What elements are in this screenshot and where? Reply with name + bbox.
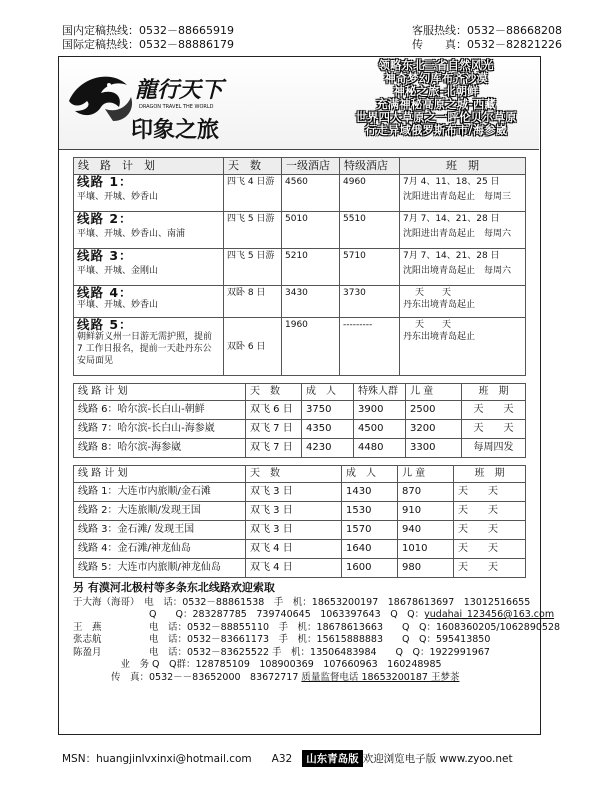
slogan: 世界四大草原之一呼伦贝尔草原 xyxy=(355,110,517,124)
price-cell: 3430 xyxy=(282,286,340,318)
table-row xyxy=(74,318,526,376)
table-row xyxy=(74,249,526,286)
price-cell: 5510 xyxy=(340,212,400,249)
table-header xyxy=(74,158,526,175)
price-cell: 4560 xyxy=(282,175,340,212)
col-header: 特级酒店 xyxy=(340,158,400,175)
days-cell: 双飞 7 日 xyxy=(246,439,302,458)
table-row xyxy=(74,286,526,318)
contact-line: 王 燕 电 话：0532－88855110 手 机：18678613663 Q Q：1608360205/1062890528 xyxy=(73,621,561,633)
price-cell: 5210 xyxy=(282,249,340,286)
page-frame xyxy=(58,56,561,735)
svg-text:印象之旅: 印象之旅 xyxy=(131,117,220,143)
price-cell: 4500 xyxy=(354,420,406,439)
price-cell: 4480 xyxy=(354,439,406,458)
slogan: 领略东北三省自然风光 xyxy=(378,58,494,72)
slogan: 充满神秘高原之城-西藏 xyxy=(376,97,496,111)
route-places: 平壤、开城、妙香山 xyxy=(77,300,159,310)
days-cell: 四飞 5 日游 xyxy=(224,212,282,249)
table-header xyxy=(74,384,526,401)
price-cell: 1430 xyxy=(342,483,398,502)
col-header: 线 路 计 划 xyxy=(74,384,246,401)
route-cell: 线路 2：大连旅顺/发现王国 xyxy=(74,502,246,521)
days-cell: 双卧 8 日 xyxy=(224,286,282,318)
table-row xyxy=(74,401,526,420)
price-cell: 1640 xyxy=(342,540,398,559)
brand-logo xyxy=(65,63,265,147)
schedule-dates: 7月 4、11、18、25 日 xyxy=(403,177,500,187)
contact-line: Q Q：283287785 739740645 1063397643 Q Q：yudahai_123456@163.com xyxy=(73,609,555,620)
schedule-cell: 天 天 xyxy=(454,502,526,521)
slogan: 神秘之旅-北朝鲜 xyxy=(393,84,479,98)
route-title: 线路 1： xyxy=(77,174,133,189)
schedule-note: 丹东出境青岛起止 xyxy=(403,332,476,342)
route-title: 线路 2： xyxy=(77,211,133,226)
svg-text:龍行天下: 龍行天下 xyxy=(135,77,224,103)
route-cell: 线路 5：大连市内旅顺/神龙仙岛 xyxy=(74,559,246,578)
price-cell: 1960 xyxy=(282,318,340,376)
route-places: 平壤、开城、妙香山 xyxy=(77,192,159,202)
table-row xyxy=(74,439,526,458)
contact-line: 陈盈月 电 话：0532－83625522 手 机：13506483984 Q Q：1922991967 xyxy=(73,646,490,658)
col-header: 线 路 计 划 xyxy=(74,158,224,175)
price-cell: 3200 xyxy=(406,420,462,439)
price-cell: --------- xyxy=(340,318,400,376)
schedule-dates: 7月 7、14、21、28 日 xyxy=(403,251,500,261)
schedule-note: 丹东出境青岛起止 xyxy=(403,300,476,310)
table-row xyxy=(74,521,526,540)
col-header: 天 数 xyxy=(224,158,282,175)
route-cell: 线路 8：哈尔滨-海参崴 xyxy=(74,439,246,458)
schedule-cell: 每周四发 xyxy=(462,439,526,458)
days-cell: 双飞 3 日 xyxy=(246,483,342,502)
price-cell: 4230 xyxy=(302,439,354,458)
table-header xyxy=(74,466,526,483)
fax-line: 传 真：0532－82821226 xyxy=(412,38,562,51)
route-places: 平壤、开城、妙香山、南浦 xyxy=(77,229,186,239)
schedule-dates: 天 天 xyxy=(414,320,451,330)
route-title: 线路 4： xyxy=(77,285,133,300)
price-cell: 870 xyxy=(398,483,454,502)
col-header: 线 路 计 划 xyxy=(74,466,246,483)
content xyxy=(73,157,561,684)
contact-line: 于大海（海哥） 电 话：0532－88861538 手 机：18653200197 18678613697 13012516655 xyxy=(73,596,531,608)
intl-hotline: 国际定稿热线：0532－88886179 xyxy=(62,38,234,51)
table-row xyxy=(74,420,526,439)
price-cell: 1600 xyxy=(342,559,398,578)
price-cell: 3300 xyxy=(406,439,462,458)
table-row xyxy=(74,559,526,578)
email-link[interactable]: yudahai_123456@163.com xyxy=(424,609,555,620)
days-cell: 双飞 3 日 xyxy=(246,502,342,521)
contact-line: 张志航 电 话：0532－83661173 手 机：15615888883 Q Q：595413850 xyxy=(73,634,491,645)
schedule-dates: 天 天 xyxy=(414,288,451,298)
price-cell: 1010 xyxy=(398,540,454,559)
svg-text:DRAGON TRAVEL THE WORLD: DRAGON TRAVEL THE WORLD xyxy=(139,104,214,110)
price-cell: 5010 xyxy=(282,212,340,249)
msn-contact: MSN：huangjinlvxinxi@hotmail.com xyxy=(62,753,252,765)
route-cell: 线路 1：大连市内旅顺/金石滩 xyxy=(74,483,246,502)
slogan: 神奇梦幻库布齐沙漠 xyxy=(384,71,488,85)
days-cell: 四飞 4 日游 xyxy=(224,175,282,212)
table-row xyxy=(74,540,526,559)
hotline-header xyxy=(62,24,562,52)
price-cell: 4960 xyxy=(340,175,400,212)
website-note: 欢迎浏览电子版 www.zyoo.net xyxy=(362,753,513,765)
schedule-cell: 天 天 xyxy=(462,401,526,420)
banner xyxy=(59,57,539,150)
korea-route-table xyxy=(73,157,526,376)
domestic-hotline: 国内定稿热线：0532－88665919 xyxy=(62,24,234,37)
edition-badge: 山东青岛版 xyxy=(302,750,363,767)
price-cell: 4350 xyxy=(302,420,354,439)
price-cell: 910 xyxy=(398,502,454,521)
service-hotline: 客服热线：0532－88668208 xyxy=(412,24,562,37)
price-cell: 940 xyxy=(398,521,454,540)
route-cell: 线路 6：哈尔滨-长白山-朝鲜 xyxy=(74,401,246,420)
supervise-phone: 质量监督电话 18653200187 王梦茶 xyxy=(301,671,460,683)
harbin-route-table xyxy=(73,383,526,458)
schedule-cell: 天 天 xyxy=(462,420,526,439)
schedule-note: 沈阳进出青岛起止 每周三 xyxy=(403,192,512,202)
schedule-cell: 天 天 xyxy=(454,559,526,578)
col-header: 天 数 xyxy=(246,466,342,483)
price-cell: 1570 xyxy=(342,521,398,540)
price-cell: 5710 xyxy=(340,249,400,286)
route-places: 平壤、开城、金刚山 xyxy=(77,266,159,276)
col-header: 儿 童 xyxy=(398,466,454,483)
table-row xyxy=(74,502,526,521)
price-cell: 980 xyxy=(398,559,454,578)
col-header: 特殊人群 xyxy=(354,384,406,401)
schedule-note: 沈阳进出青岛起止 每周六 xyxy=(403,229,512,239)
route-places: 朝鲜新义州一日游无需护照，提前 7 工作日报名，提前一天赴丹东公安局面见 xyxy=(77,332,213,366)
contact-section xyxy=(73,581,561,684)
page-number: A32 xyxy=(271,752,293,765)
contact-heading: 另 有漠河北极村等多条东北线路欢迎索取 xyxy=(73,581,275,594)
route-cell: 线路 4：金石滩/神龙仙岛 xyxy=(74,540,246,559)
route-cell: 线路 7：哈尔滨-长白山-海参崴 xyxy=(74,420,246,439)
price-cell: 2500 xyxy=(406,401,462,420)
table-row xyxy=(74,483,526,502)
col-header: 成 人 xyxy=(302,384,354,401)
schedule-cell: 天 天 xyxy=(454,540,526,559)
contact-line: 业 务 Q Q群：128785109 108900369 107660963 160248985 xyxy=(73,659,442,670)
contact-line: 传 真：0532－－83652000 83672717 质量监督电话 18653200187 王梦茶 xyxy=(73,671,460,683)
route-cell: 线路 3：金石滩/ 发现王国 xyxy=(74,521,246,540)
route-title: 线路 3： xyxy=(77,248,133,263)
schedule-cell: 天 天 xyxy=(454,521,526,540)
days-cell: 双飞 6 日 xyxy=(246,401,302,420)
schedule-dates: 7月 7、14、21、28 日 xyxy=(403,214,500,224)
col-header: 天 数 xyxy=(246,384,302,401)
table-row xyxy=(74,212,526,249)
schedule-note: 沈阳出境青岛起止 每周六 xyxy=(403,266,512,276)
col-header: 儿 童 xyxy=(406,384,462,401)
price-cell: 3750 xyxy=(302,401,354,420)
col-header: 一级酒店 xyxy=(282,158,340,175)
price-cell: 3730 xyxy=(340,286,400,318)
table-row xyxy=(74,175,526,212)
dalian-route-table xyxy=(73,465,526,578)
col-header: 班 期 xyxy=(454,466,526,483)
slogan-list xyxy=(336,59,536,137)
days-cell: 四飞 5 日游 xyxy=(224,249,282,286)
days-cell: 双飞 4 日 xyxy=(246,559,342,578)
days-cell: 双卧 6 日 xyxy=(224,318,282,376)
col-header: 成 人 xyxy=(342,466,398,483)
col-header: 班 期 xyxy=(462,384,526,401)
days-cell: 双飞 4 日 xyxy=(246,540,342,559)
days-cell: 双飞 3 日 xyxy=(246,521,342,540)
price-cell: 3900 xyxy=(354,401,406,420)
col-header: 班 期 xyxy=(400,158,526,175)
dragon-icon xyxy=(65,63,265,147)
schedule-cell: 天 天 xyxy=(454,483,526,502)
days-cell: 双飞 7 日 xyxy=(246,420,302,439)
slogan: 行走异域俄罗斯布市/海参崴 xyxy=(364,123,508,137)
price-cell: 1530 xyxy=(342,502,398,521)
footer xyxy=(62,750,542,767)
route-title: 线路 5： xyxy=(77,317,133,332)
